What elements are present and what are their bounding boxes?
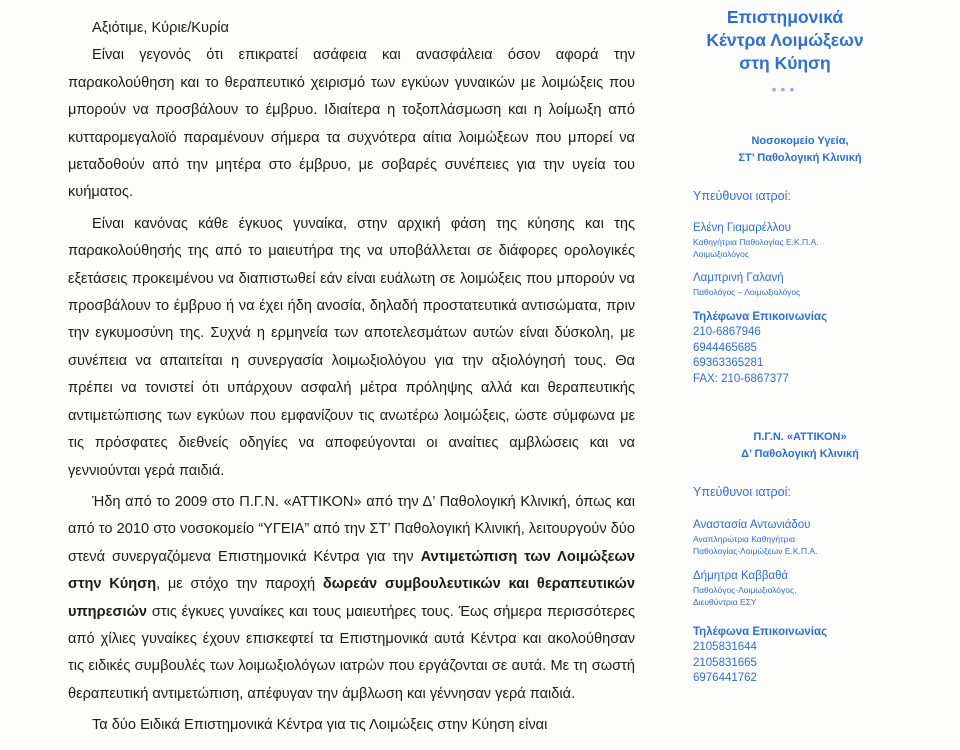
sidebar — [660, 0, 960, 687]
hospital-1-phones-label: Τηλέφωνα Επικοινωνίας — [693, 311, 828, 323]
hospital-1-fax: FAX: 210-6867377 — [693, 372, 789, 385]
hospital-1-doctor-1-title-1: Καθηγήτρια Παθολογίας Ε.Κ.Π.Α. — [693, 237, 819, 247]
paragraph-2: Είναι κανόνας κάθε έγκυος γυναίκα, στην αρχική φάση της κύησης και της παρακολούθησής της από το μαιευτήρα της να υποβάλλεται σε διάφορες ορολογικές εξετάσεις προκειμένου να διαπιστωθεί εάν είναι ευάλωτη σε λοιμώξεις που μπορούν να προσβάλουν το έμβρυο ή να έχει ήδη ανοσία, δηλαδή προστατευτικά αντισώματα, πριν την εγκυμοσύνη της. Συχνά η ερμηνεία των αποτελεσμάτων αυτών είναι δύσκολη, με συνέπεια να απαιτείται η συνεργασία λοιμωξιολόγου για την αξιολόγησή τους. Θα πρέπει να τονιστεί ότι υπάρχουν ασφαλή μέτρα πρόληψης αλλά και θεραπευτικής αντιμετώπισης των εγκύων που εμφανίζουν τις ανωτέρω λοιμώξεις, ώστε σύμφωνα με τις πρόσφατες διεθνείς οδηγίες να αποφεύγονται οι αναίτιες αμβλώσεις και να γεννιούνται γερά παιδιά. — [68, 215, 635, 479]
paragraph-3-text-c: , με στόχο την παροχή — [156, 576, 323, 593]
sidebar-title-line-1: Επιστημονικά — [726, 7, 844, 27]
hospital-1-clinic: ΣΤ’ Παθολογική Κλινική — [738, 152, 862, 164]
hospital-2-doctors-label: Υπεύθυνοι ιατροί: — [693, 485, 791, 499]
greeting: Αξιότιμε, Κύριε/Κυρία — [92, 20, 229, 36]
hospital-2-doctor-1-title-2: Παθολογίας-Λοιμώξεων Ε.Κ.Π.Α. — [693, 546, 818, 556]
hospital-1-doctor-2-name: Λαμπρινή Γαλανή — [693, 272, 784, 284]
hospital-2-doctor-1-name: Αναστασία Αντωνιάδου — [693, 519, 811, 531]
hospital-2-phone-1: 2105831644 — [693, 641, 757, 653]
sidebar-title-line-3: στη Κύηση — [739, 53, 831, 73]
hospital-2-block — [660, 429, 960, 687]
paragraph-3-text-d: στις έγκυες γυναίκες και τους μαιευτήρες τους. Έως σήμερα περισσότερες από χίλιες γυναίκες έχουν επισκεφτεί τα Επιστημονικά αυτά Κέντρα και ακολούθησαν τις ειδικές συμβουλές των λοιμωξιολόγων ιατρών που εργάζονται σε αυτά. Με τη σωστή θεραπευτική αντιμετώπιση, απέφυγαν την άμβλωση και γέννησαν γερά παιδιά. — [68, 603, 635, 702]
hospital-1-name: Νοσοκομείο Υγεία, — [751, 135, 849, 147]
paragraph-3-bold-1: Αντιμετώπιση των Λοιμώξεων στην Κύηση — [68, 548, 636, 593]
hospital-1-phone-1: 210-6867946 — [693, 326, 761, 338]
hospital-2-phone-2: 2105831665 — [693, 656, 757, 669]
letter-body — [68, 15, 635, 744]
paragraph-3-text-a: Ήδη από το 2009 στο Π.Γ.Ν. «ΑΤΤΙΚΟΝ» από την Δ’ Παθολογική Κλινική, όπως και από το 2010 στο νοσοκομείο “ΥΓΕΙΑ” από την ΣΤ’ Παθολογική Κλινική, λειτουργούν δύο στενά συνεργαζόμενα Επιστημονικά Κέντρα για την — [68, 493, 635, 565]
hospital-1-doctor-2-title: Παθολόγος – Λοιμωξιολόγος — [693, 287, 801, 297]
hospital-2-name: Π.Γ.Ν. «ΑΤΤΙΚΟΝ» — [753, 431, 847, 443]
paragraph-3-bold-2: δωρεάν συμβουλευτικών και θεραπευτικών υπηρεσιών — [68, 576, 635, 620]
hospital-1-doctor-1-name: Ελένη Γιαμαρέλλου — [693, 222, 791, 234]
hospital-1-phone-2: 6944465685 — [693, 341, 757, 354]
hospital-2-doctor-1-title-1: Αναπληρώτρια Καθηγήτρια — [693, 534, 796, 544]
hospital-2-doctor-2-name: Δήμητρα Καββαθά — [693, 570, 789, 582]
hospital-2-phone-3: 6976441762 — [693, 672, 757, 684]
hospital-2-phones-label: Τηλέφωνα Επικοινωνίας — [693, 626, 828, 638]
paragraph-4: Τα δύο Ειδικά Επιστημονικά Κέντρα για τις Λοιμώξεις στην Κύηση είναι — [92, 717, 548, 734]
hospital-1-doctor-1-title-2: Λοιμωξιολόγος — [693, 249, 750, 259]
hospital-2-clinic: Δ’ Παθολογική Κλινική — [741, 448, 859, 460]
paragraph-3 — [68, 489, 635, 708]
decorative-dots: ••• — [771, 81, 799, 97]
hospital-1-doctors-label: Υπεύθυνοι ιατροί: — [693, 189, 791, 203]
hospital-2-doctor-2-title-1: Παθολόγος-Λοιμωξιολόγος, — [693, 585, 797, 595]
sidebar-title — [660, 6, 910, 75]
sidebar-title-line-2: Κέντρα Λοιμώξεων — [706, 30, 864, 50]
hospital-1-phone-3: 69363365281 — [693, 357, 764, 369]
paragraph-1: Είναι γεγονός ότι επικρατεί ασάφεια και ανασφάλεια όσον αφορά την παρακολούθηση και το θεραπευτικό χειρισμό των εγκύων γυναικών με λοιμώξεις που μπορούν να προσβάλουν το έμβρυο. Ιδιαίτερα η τοξοπλάσμωση και η λοίμωξη από κυτταρομεγαλοϊό παραμένουν σήμερα τα συχνότερα αίτια λοιμώξεων που μπορεί να μεταδοθούν από την μητέρα στο έμβρυο, με σοβαρές συνέπειες για την υγεία του κυήματος. — [68, 47, 635, 201]
hospital-2-doctor-2-title-2: Διευθύντρια ΕΣΥ — [693, 597, 757, 607]
hospital-1-block — [660, 133, 960, 387]
